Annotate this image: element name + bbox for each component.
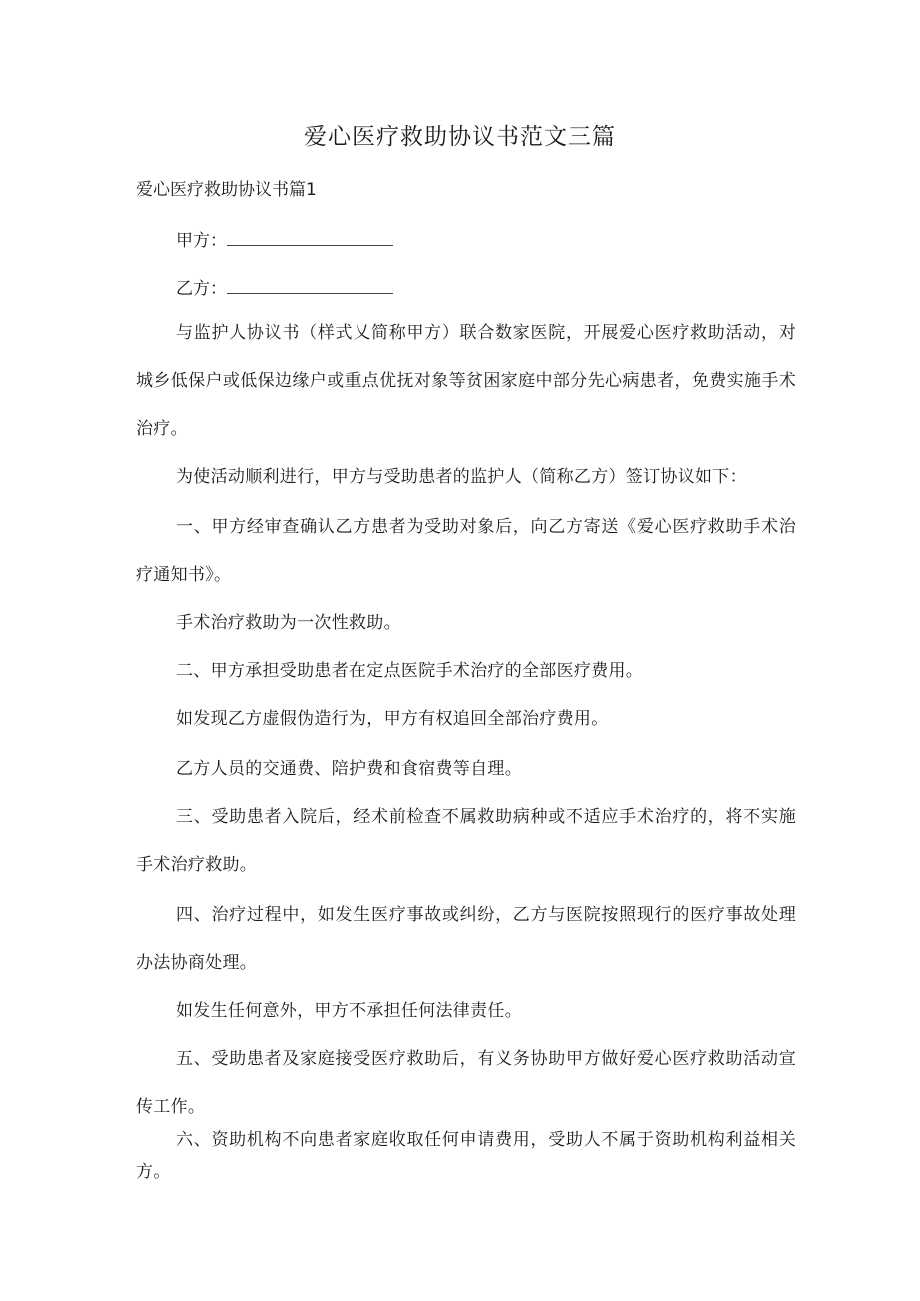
party-b-line	[176, 274, 393, 299]
party-b-blank	[227, 277, 393, 294]
party-a-label: 甲方：	[176, 231, 227, 251]
paragraph-clause-5: 五、受助患者及家庭接受医疗救助后，有义务协助甲方做好爱心医疗救助活动宣传工作。	[136, 1049, 796, 1117]
paragraph-clause-6: 六、资助机构不向患者家庭收取任何申请费用，受助人不属于资助机构利益相关方。	[136, 1130, 796, 1182]
paragraph-clause-3: 三、受助患者入院后，经术前检查不属救助病种或不适应手术治疗的，将不实施手术治疗救助。	[136, 807, 796, 875]
paragraph-one-time-aid: 手术治疗救助为一次性救助。	[176, 613, 401, 633]
section-heading: 爱心医疗救助协议书篇1	[136, 180, 317, 200]
party-a-blank	[227, 229, 393, 246]
paragraph-no-liability: 如发生任何意外，甲方不承担任何法律责任。	[176, 1001, 522, 1021]
paragraph-intro: 与监护人协议书（样式乂简称甲方）联合数家医院，开展爱心医疗救助活动，对城乡低保户或低保边缘户或重点优抚对象等贫困家庭中部分先心病患者，免费实施手术治疗。	[136, 323, 796, 439]
paragraph-agreement-intro: 为使活动顺利进行，甲方与受助患者的监护人（简称乙方）签订协议如下：	[176, 467, 747, 487]
party-b-label: 乙方：	[176, 279, 227, 299]
paragraph-fraud-recovery: 如发现乙方虚假伪造行为，甲方有权追回全部治疗费用。	[176, 709, 609, 729]
document-title: 爱心医疗救助协议书范文三篇	[304, 124, 616, 150]
party-a-line	[176, 226, 393, 251]
paragraph-clause-2: 二、甲方承担受助患者在定点医院手术治疗的全部医疗费用。	[176, 661, 644, 681]
paragraph-clause-1: 一、甲方经审查确认乙方患者为受助对象后，向乙方寄送《爱心医疗救助手术治疗通知书》。	[136, 517, 796, 585]
paragraph-clause-4: 四、治疗过程中，如发生医疗事故或纠纷，乙方与医院按照现行的医疗事故处理办法协商处理。	[136, 905, 796, 973]
paragraph-self-paid: 乙方人员的交通费、陪护费和食宿费等自理。	[176, 759, 522, 779]
